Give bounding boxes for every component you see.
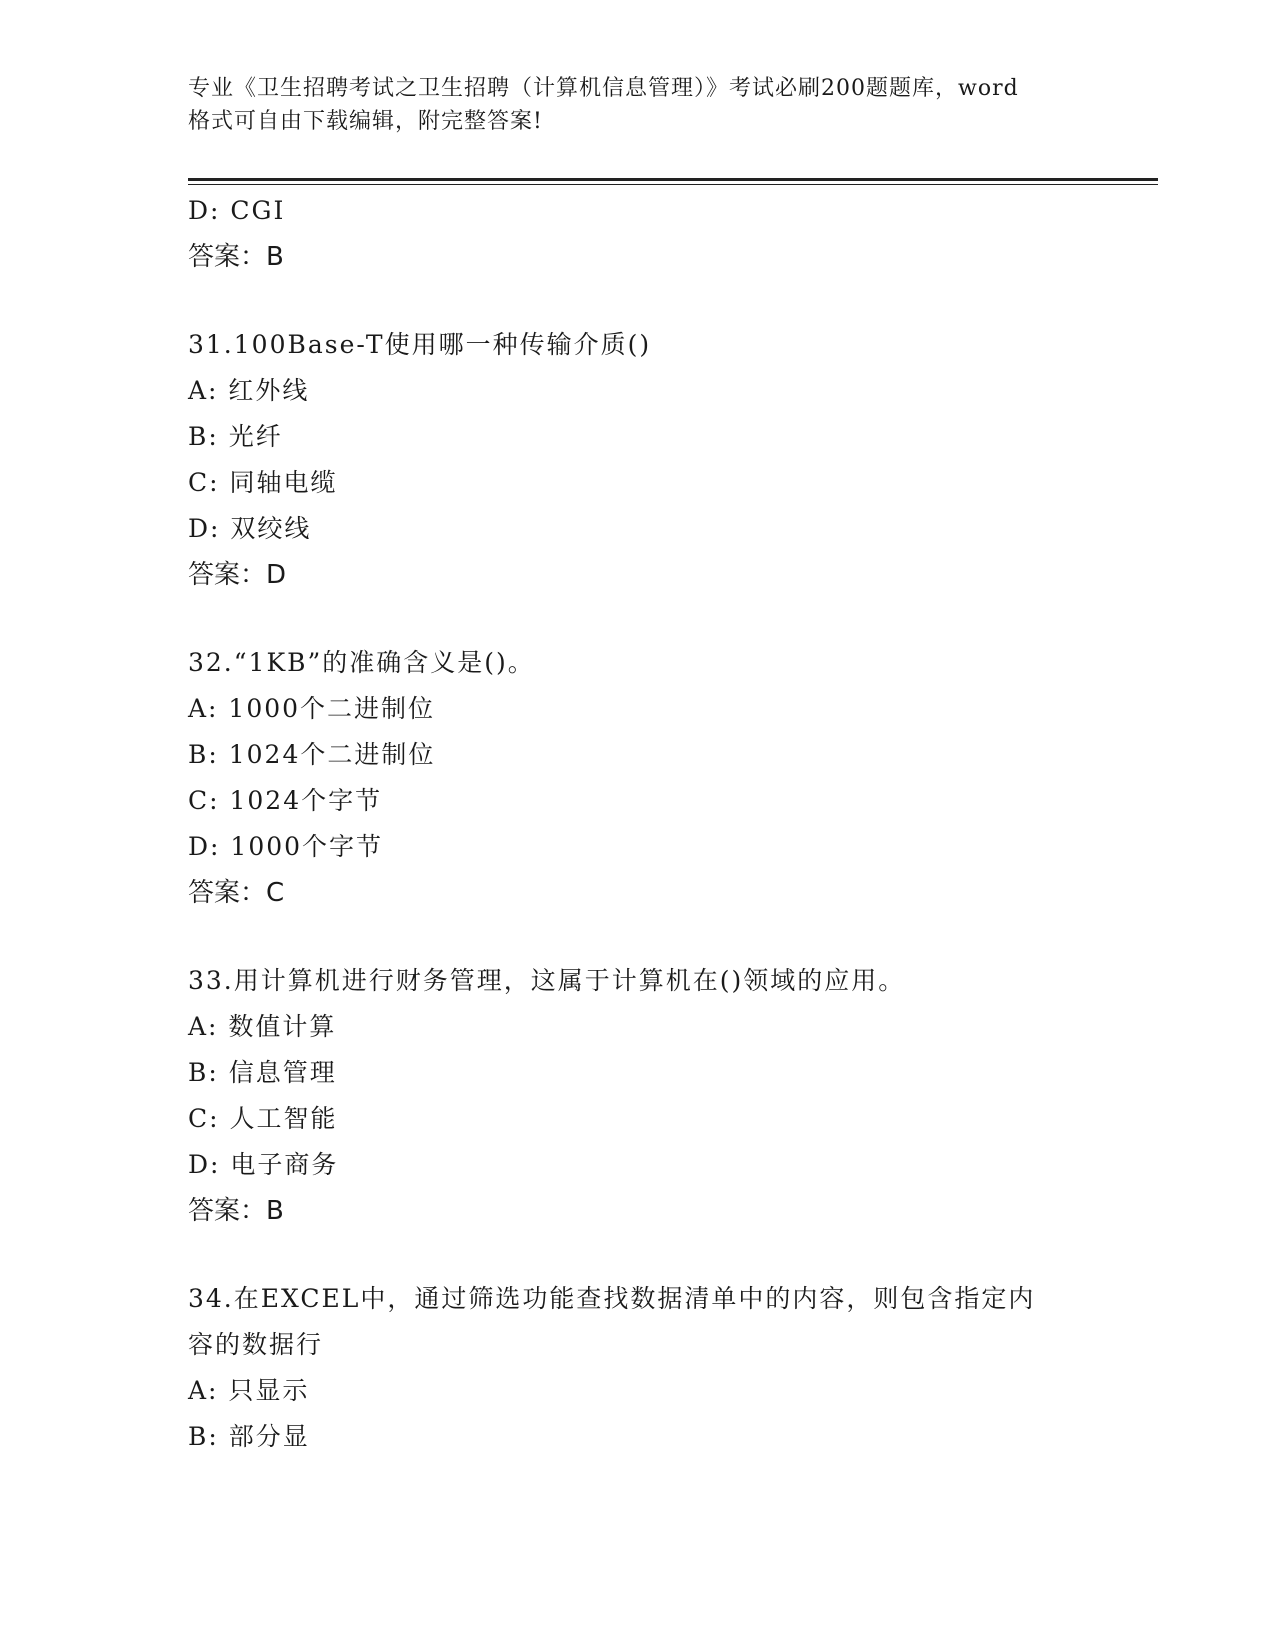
option-c: C: 同轴电缆 [188,468,338,497]
question-text: 33.用计算机进行财务管理，这属于计算机在()领域的应用。 [188,966,906,995]
question-32 [188,640,1108,916]
document-body [188,188,1108,1460]
option-a: A: 红外线 [188,376,310,405]
document-header [188,72,1088,138]
question-31 [188,322,1108,598]
question-text: 32.“1KB”的准确含义是()。 [188,648,535,677]
answer-line: 答案：B [188,1196,284,1226]
option-a: A: 1000个二进制位 [188,694,436,723]
question-34 [188,1276,1108,1460]
option-b: B: 部分显 [188,1422,310,1451]
option-d: D: 电子商务 [188,1150,339,1179]
previous-question-tail [188,188,1108,280]
option-d: D: 1000个字节 [188,832,384,861]
header-divider-thin [188,184,1158,185]
header-divider-thick [188,178,1158,181]
question-text-line-2: 容的数据行 [188,1330,324,1359]
question-text: 31.100Base-T使用哪一种传输介质() [188,330,652,359]
option-b: B: 1024个二进制位 [188,740,436,769]
option-d: D: 双绞线 [188,514,312,543]
question-33 [188,958,1108,1234]
answer-line: 答案：D [188,560,287,590]
header-line-2: 格式可自由下载编辑，附完整答案! [188,109,543,134]
question-text-line-1: 34.在EXCEL中，通过筛选功能查找数据清单中的内容，则包含指定内 [188,1284,1036,1313]
header-line-1: 专业《卫生招聘考试之卫生招聘（计算机信息管理）》考试必刷200题题库，word [188,76,1019,101]
option-a: A: 数值计算 [188,1012,337,1041]
option-c: C: 人工智能 [188,1104,338,1133]
option-a: A: 只显示 [188,1376,310,1405]
answer-line: 答案：B [188,242,284,272]
option-c: C: 1024个字节 [188,786,383,815]
option-d: D: CGI [188,196,286,225]
option-b: B: 光纤 [188,422,283,451]
answer-line: 答案：C [188,878,285,908]
option-b: B: 信息管理 [188,1058,337,1087]
